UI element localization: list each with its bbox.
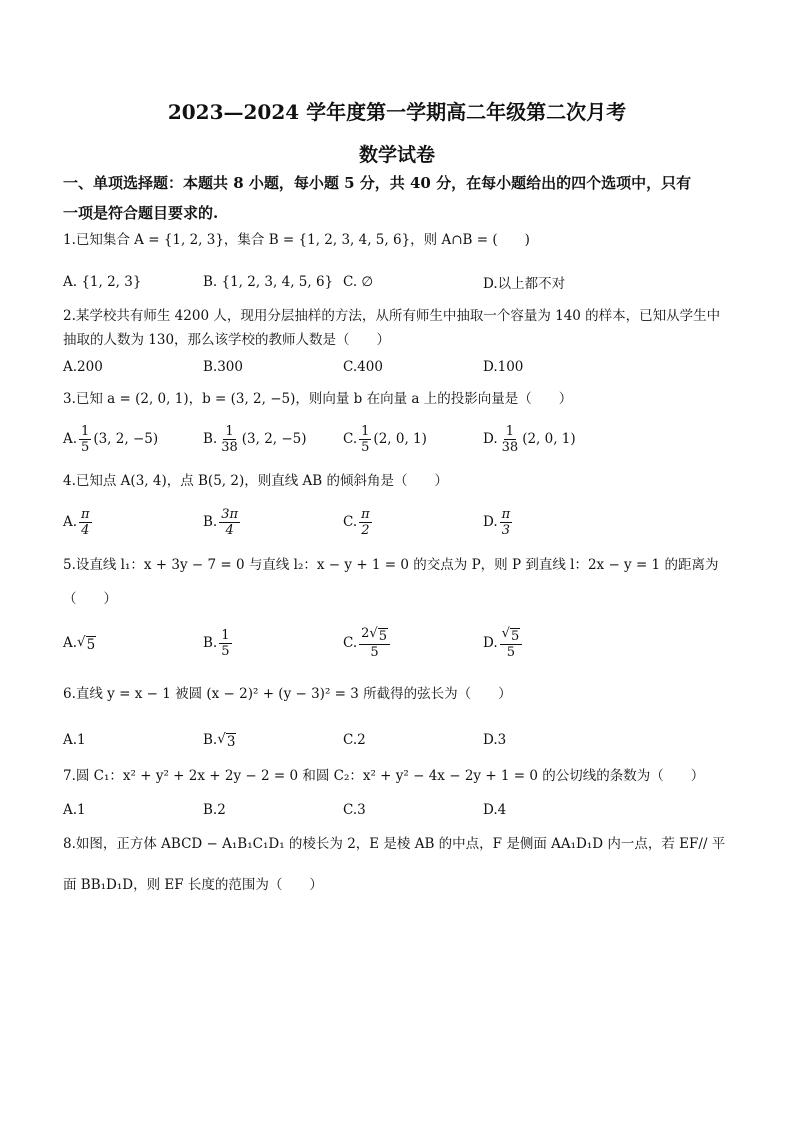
q3-option-d xyxy=(483,422,576,456)
q4-d-num: π xyxy=(501,506,511,522)
question-8-stem-line1: 8.如图，正方体 ABCD − A₁B₁C₁D₁ 的棱长为 2，E 是棱 AB 的中点，F 是侧面 AA₁D₁D 内一点，若 EF// 平 xyxy=(63,836,726,852)
q5-option-c-fraction xyxy=(359,626,390,660)
question-5-options xyxy=(63,626,733,660)
q3-option-c-label: C. xyxy=(343,431,358,447)
q1-option-b: B. {1, 2, 3, 4, 5, 6} xyxy=(203,274,334,290)
q5-option-a-sqrt: √ 5 xyxy=(77,633,96,653)
q5-c-coef: 2 xyxy=(361,626,370,641)
question-5-stem-line2: （ ） xyxy=(63,591,117,607)
q4-a-den: 4 xyxy=(81,522,90,538)
q5-option-c xyxy=(343,626,392,660)
q5-option-a-label: A. xyxy=(63,635,78,651)
q2-option-d: D.100 xyxy=(483,359,524,375)
q3-option-a-fraction xyxy=(79,424,91,455)
q4-c-den: 2 xyxy=(361,522,370,538)
q7-option-b: B.2 xyxy=(203,802,226,818)
section-heading-line1: 一、单项选择题：本题共 8 小题，每小题 5 分，共 40 分，在每小题给出的四个选项中，只有 xyxy=(63,174,692,192)
q4-option-d-fraction xyxy=(500,507,513,538)
question-2-stem-line2: 抽取的人数为 130，那么该学校的教师人数是（ ） xyxy=(63,332,391,348)
question-1-options xyxy=(63,265,733,299)
q3-option-d-label: D. xyxy=(483,431,498,447)
q4-b-num: 3π xyxy=(221,506,239,522)
q3-option-b xyxy=(203,422,307,456)
q5-option-d xyxy=(483,626,524,660)
q4-option-c-fraction xyxy=(359,507,372,538)
q3-option-c-fraction xyxy=(359,424,371,455)
q5-a-radicand: 5 xyxy=(86,636,96,653)
q6-option-b xyxy=(203,723,236,757)
q4-option-c xyxy=(343,505,374,539)
q7-option-a: A.1 xyxy=(63,802,86,818)
q3-option-d-fraction xyxy=(500,424,521,455)
exam-title: 2023—2024 学年度第一学期高二年级第二次月考 xyxy=(167,100,627,124)
q6-option-b-label: B. xyxy=(203,732,218,748)
question-4-stem: 4.已知点 A(3, 4)，点 B(5, 2)，则直线 AB 的倾斜角是（ ） xyxy=(63,473,448,489)
q3-option-b-vector: (3, 2, −5) xyxy=(241,431,307,447)
question-2-stem-line1: 2.某学校共有师生 4200 人，现用分层抽样的方法，从所有师生中抽取一个容量为 140 的样本，已知从学生中 xyxy=(63,308,721,324)
q3-option-b-label: B. xyxy=(203,431,218,447)
q4-option-d-label: D. xyxy=(483,514,498,530)
q3-b-num: 1 xyxy=(225,423,234,439)
q3-c-den: 5 xyxy=(361,439,370,455)
q2-option-c: C.400 xyxy=(343,359,383,375)
q6-option-c: C.2 xyxy=(343,732,366,748)
q5-d-radicand: 5 xyxy=(510,629,520,644)
q4-option-a-label: A. xyxy=(63,514,78,530)
question-8-stem-line2: 面 BB₁D₁D，则 EF 长度的范围为（ ） xyxy=(63,877,323,893)
q3-option-a-vector: (3, 2, −5) xyxy=(93,431,159,447)
q4-d-den: 3 xyxy=(501,522,511,538)
question-7-stem: 7.圆 C₁：x² + y² + 2x + 2y − 2 = 0 和圆 C₂：x² + y² − 4x − 2y + 1 = 0 的公切线的条数为（ ） xyxy=(63,768,705,784)
question-1-stem: 1.已知集合 A = {1, 2, 3}，集合 B = {1, 2, 3, 4, 5, 6}，则 A∩B = ( ) xyxy=(63,232,530,248)
question-6-options xyxy=(63,723,733,757)
q5-d-den: 5 xyxy=(506,645,516,660)
q2-option-a: A.200 xyxy=(63,359,103,375)
q4-option-a-fraction xyxy=(79,507,92,538)
question-7-options xyxy=(63,793,733,827)
q5-option-c-label: C. xyxy=(343,635,358,651)
q4-c-num: π xyxy=(361,506,370,522)
q4-a-num: π xyxy=(81,506,90,522)
q3-option-c xyxy=(343,422,427,456)
q3-c-num: 1 xyxy=(361,423,370,439)
q4-b-den: 4 xyxy=(225,522,234,538)
section-heading-line2: 一项是符合题目要求的. xyxy=(63,204,219,222)
q5-c-num: 2√ 5 xyxy=(359,626,390,645)
question-5-stem-line1: 5.设直线 l₁：x + 3y − 7 = 0 与直线 l₂：x − y + 1 = 0 的交点为 P，则 P 到直线 l：2x − y = 1 的距离为 xyxy=(63,557,719,573)
q5-option-d-fraction xyxy=(500,626,523,660)
q4-option-c-label: C. xyxy=(343,514,358,530)
question-3-options xyxy=(63,422,733,456)
question-6-stem: 6.直线 y = x − 1 被圆 (x − 2)² + (y − 3)² = 3 所截得的弦长为（ ） xyxy=(63,686,512,702)
q4-option-b-label: B. xyxy=(203,514,218,530)
q3-b-den: 38 xyxy=(221,439,238,455)
q3-a-den: 5 xyxy=(81,439,90,455)
q6-option-a: A.1 xyxy=(63,732,86,748)
q5-c-radicand: 5 xyxy=(378,629,387,644)
q5-b-den: 5 xyxy=(221,643,230,659)
q4-option-b-fraction xyxy=(219,507,240,538)
q3-option-d-vector: (2, 0, 1) xyxy=(522,431,576,447)
question-4-options xyxy=(63,505,733,539)
q3-option-b-fraction xyxy=(219,424,240,455)
q3-d-num: 1 xyxy=(505,423,515,439)
q3-a-num: 1 xyxy=(81,423,90,439)
q7-option-d: D.4 xyxy=(483,802,507,818)
q6-option-b-sqrt: √ 3 xyxy=(217,730,236,750)
q5-option-b-label: B. xyxy=(203,635,218,651)
q6-b-radicand: 3 xyxy=(226,733,236,750)
q5-d-num: √ 5 xyxy=(500,626,523,645)
question-3-stem: 3.已知 a = (2, 0, 1)，b = (3, 2, −5)，则向量 b 在向量 a 上的投影向量是（ ） xyxy=(63,391,573,407)
q7-option-c: C.3 xyxy=(343,802,366,818)
q3-d-den: 38 xyxy=(501,439,519,455)
q4-option-a xyxy=(63,505,94,539)
question-2-options xyxy=(63,350,733,384)
q1-option-d: D.以上都不对 xyxy=(483,276,566,292)
q5-option-d-label: D. xyxy=(483,635,498,651)
q3-option-c-vector: (2, 0, 1) xyxy=(373,431,427,447)
q5-c-den: 5 xyxy=(370,645,379,660)
q4-option-b xyxy=(203,505,242,539)
q3-option-a-label: A. xyxy=(63,431,78,447)
exam-subtitle: 数学试卷 xyxy=(358,144,435,166)
q4-option-d xyxy=(483,505,514,539)
q1-option-a: A. {1, 2, 3} xyxy=(63,274,142,290)
q5-option-b-fraction xyxy=(219,628,231,659)
q5-option-a xyxy=(63,626,96,660)
q5-b-num: 1 xyxy=(221,627,230,643)
q1-option-c: C. ∅ xyxy=(343,274,374,290)
q6-option-d: D.3 xyxy=(483,732,507,748)
q2-option-b: B.300 xyxy=(203,359,243,375)
section-heading xyxy=(63,168,733,228)
q5-option-b xyxy=(203,626,234,660)
q3-option-a xyxy=(63,422,158,456)
